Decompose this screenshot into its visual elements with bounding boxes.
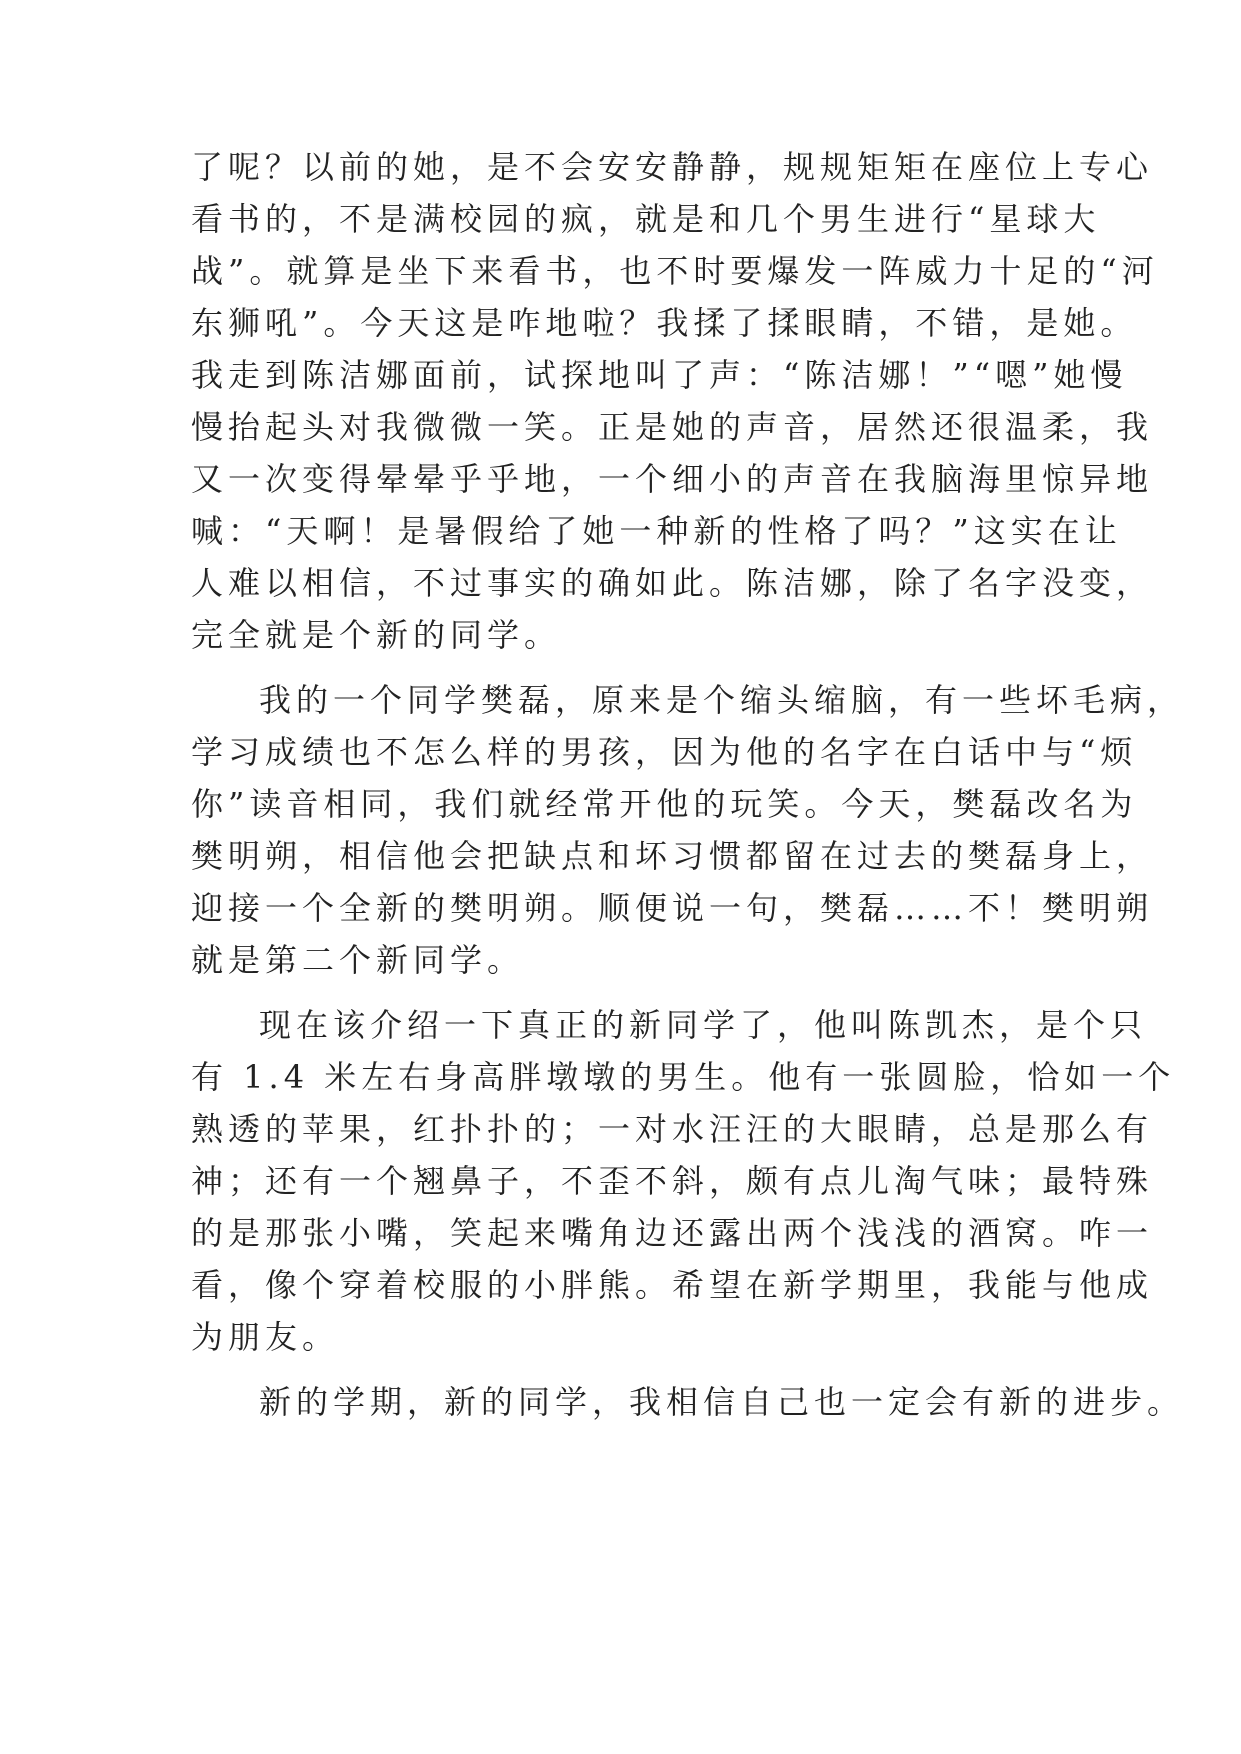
text-line: 人难以相信，不过事实的确如此。陈洁娜，除了名字没变，	[191, 564, 1154, 602]
text-line: 看，像个穿着校服的小胖熊。希望在新学期里，我能与他成	[191, 1266, 1154, 1304]
paragraph-first-line: 新的学期，新的同学，我相信自己也一定会有新的进步。	[259, 1383, 1185, 1421]
text-line: 就是第二个新同学。	[191, 941, 525, 979]
text-line: 的是那张小嘴，笑起来嘴角边还露出两个浅浅的酒窝。咋一	[191, 1214, 1154, 1252]
text-line: 又一次变得晕晕乎乎地，一个细小的声音在我脑海里惊异地	[191, 460, 1154, 498]
text-line: 慢抬起头对我微微一笑。正是她的声音，居然还很温柔，我	[191, 408, 1154, 446]
paragraph-first-line: 我的一个同学樊磊，原来是个缩头缩脑，有一些坏毛病，	[259, 681, 1185, 719]
text-line: 学习成绩也不怎么样的男孩，因为他的名字在白话中与“烦	[191, 733, 1138, 771]
text-line: 樊明朔，相信他会把缺点和坏习惯都留在过去的樊磊身上，	[191, 837, 1154, 875]
text-line: 看书的，不是满校园的疯，就是和几个男生进行“星球大	[191, 200, 1101, 238]
text-line: 有 1.4 米左右身高胖墩墩的男生。他有一张圆脸，恰如一个	[191, 1058, 1176, 1096]
text-line: 我走到陈洁娜面前，试探地叫了声：“陈洁娜！”“嗯”她慢	[191, 356, 1128, 394]
text-line: 战”。就算是坐下来看书，也不时要爆发一阵威力十足的“河	[191, 252, 1159, 290]
text-line: 东狮吼”。今天这是咋地啦？我揉了揉眼睛，不错，是她。	[191, 304, 1138, 342]
text-line: 为朋友。	[191, 1318, 340, 1356]
text-line: 了呢？以前的她，是不会安安静静，规规矩矩在座位上专心	[191, 148, 1154, 186]
text-line: 神；还有一个翘鼻子，不歪不斜，颇有点儿淘气味；最特殊	[191, 1162, 1154, 1200]
text-line: 完全就是个新的同学。	[191, 616, 562, 654]
paragraph-first-line: 现在该介绍一下真正的新同学了，他叫陈凯杰，是个只	[259, 1006, 1148, 1044]
text-line: 喊：“天啊！是暑假给了她一种新的性格了吗？”这实在让	[191, 512, 1122, 550]
text-line: 迎接一个全新的樊明朔。顺便说一句，樊磊……不！樊明朔	[191, 889, 1154, 927]
text-line: 你”读音相同，我们就经常开他的玩笑。今天，樊磊改名为	[191, 785, 1138, 823]
text-line: 熟透的苹果，红扑扑的；一对水汪汪的大眼睛，总是那么有	[191, 1110, 1154, 1148]
